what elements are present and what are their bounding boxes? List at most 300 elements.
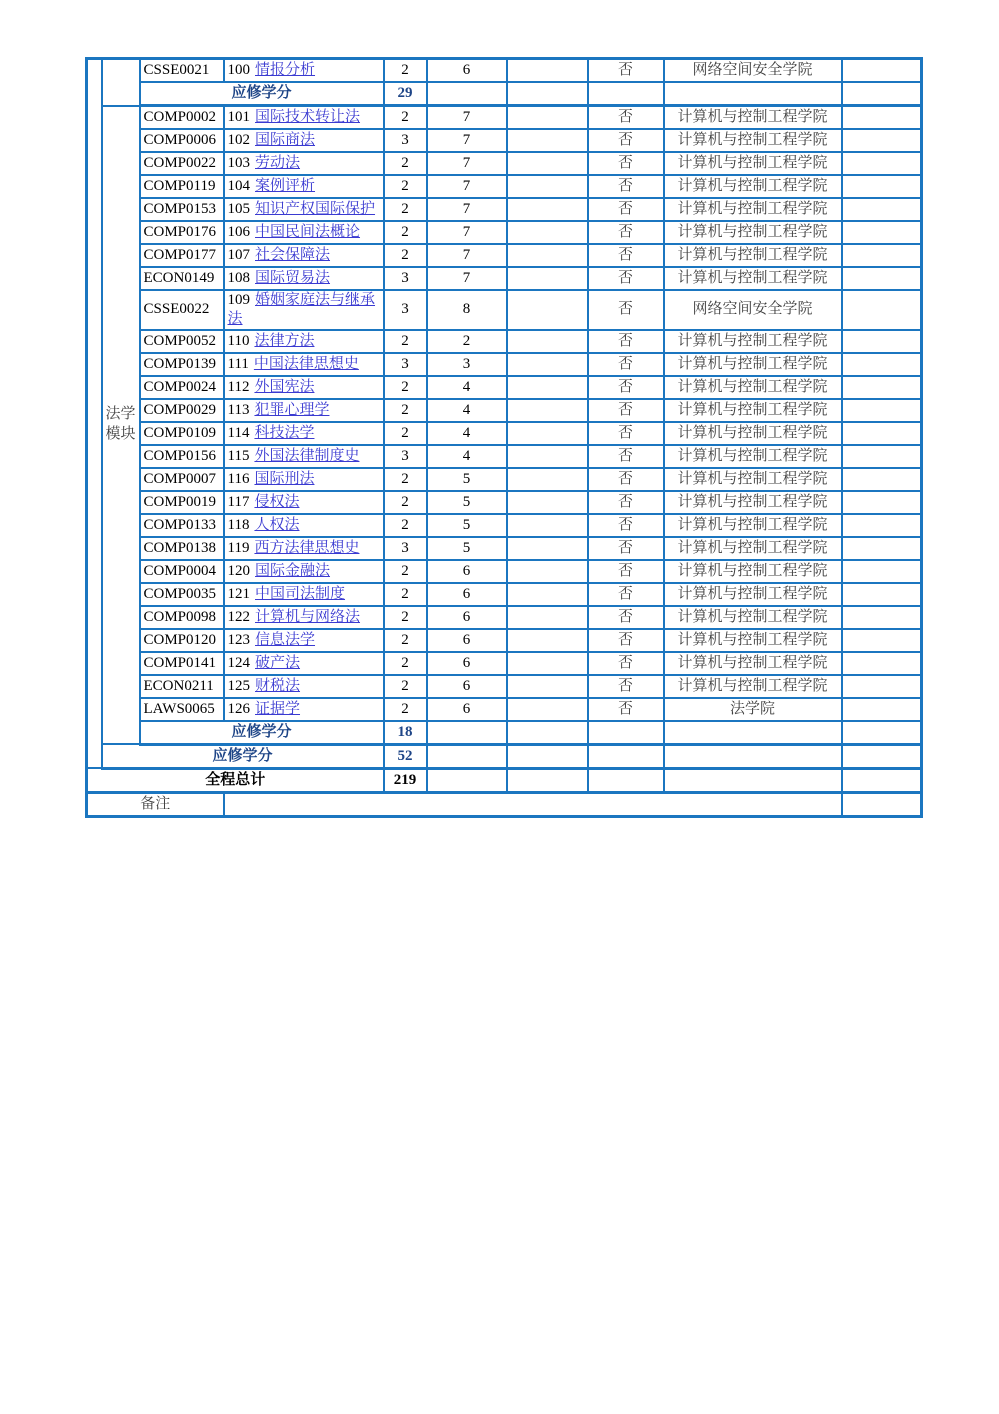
blank-cell — [588, 768, 664, 792]
term-cell: 6 — [427, 606, 507, 629]
blank-cell — [664, 82, 842, 106]
course-code-cell: CSSE0021 — [140, 59, 224, 83]
term-cell: 2 — [427, 330, 507, 353]
blank-cell — [507, 629, 588, 652]
trailing-blank-cell — [842, 792, 922, 816]
blank-cell — [842, 721, 922, 745]
course-code-cell: COMP0006 — [140, 129, 224, 152]
blank-cell — [588, 82, 664, 106]
course-row — [87, 629, 922, 652]
dept-cell: 计算机与控制工程学院 — [664, 491, 842, 514]
dept-cell: 计算机与控制工程学院 — [664, 198, 842, 221]
credits-cell: 2 — [384, 583, 427, 606]
course-link[interactable]: 西方法律思想史 — [254, 539, 360, 556]
trailing-blank-cell — [842, 244, 922, 267]
blank-cell — [842, 744, 922, 768]
course-link[interactable]: 外国宪法 — [254, 378, 315, 395]
course-link[interactable]: 中国民间法概论 — [255, 224, 361, 241]
term-cell: 7 — [427, 106, 507, 130]
blank-cell — [507, 445, 588, 468]
dept-cell: 计算机与控制工程学院 — [664, 106, 842, 130]
blank-cell — [507, 353, 588, 376]
course-row — [87, 652, 922, 675]
course-row — [87, 152, 922, 175]
flag-cell: 否 — [588, 290, 664, 330]
term-cell: 7 — [427, 152, 507, 175]
course-code-cell: COMP0139 — [140, 353, 224, 376]
course-name-cell — [224, 106, 384, 130]
notes-row — [87, 792, 922, 816]
credits-cell: 3 — [384, 537, 427, 560]
course-code-cell: COMP0004 — [140, 560, 224, 583]
dept-cell: 计算机与控制工程学院 — [664, 629, 842, 652]
blank-cell — [507, 330, 588, 353]
course-row — [87, 675, 922, 698]
course-number: 115 — [227, 447, 250, 464]
flag-cell: 否 — [588, 537, 664, 560]
notes-label-cell: 备注 — [87, 792, 224, 816]
blank-cell — [507, 198, 588, 221]
course-number: 125 — [227, 677, 250, 694]
course-row — [87, 376, 922, 399]
course-number: 109 — [227, 292, 250, 308]
course-row — [87, 514, 922, 537]
term-cell: 6 — [427, 652, 507, 675]
required-credits-row — [87, 721, 922, 745]
outer-spanner-cell — [87, 59, 102, 769]
course-row — [87, 129, 922, 152]
blank-cell — [507, 152, 588, 175]
course-link[interactable]: 国际商法 — [255, 132, 316, 149]
credits-cell: 2 — [384, 698, 427, 721]
flag-cell: 否 — [588, 198, 664, 221]
trailing-blank-cell — [842, 175, 922, 198]
course-link[interactable]: 计算机与网络法 — [255, 608, 361, 625]
flag-cell: 否 — [588, 244, 664, 267]
credits-cell: 2 — [384, 244, 427, 267]
course-name-cell — [224, 399, 384, 422]
course-row — [87, 267, 922, 290]
term-cell: 4 — [427, 422, 507, 445]
flag-cell: 否 — [588, 652, 664, 675]
course-code-cell: CSSE0022 — [140, 290, 224, 330]
flag-cell: 否 — [588, 422, 664, 445]
credits-cell: 2 — [384, 491, 427, 514]
flag-cell: 否 — [588, 583, 664, 606]
credits-cell: 3 — [384, 353, 427, 376]
credits-cell: 3 — [384, 267, 427, 290]
course-name-cell — [224, 198, 384, 221]
notes-content-cell — [224, 792, 842, 816]
flag-cell: 否 — [588, 698, 664, 721]
summary-label-cell: 应修学分 — [102, 744, 384, 768]
trailing-blank-cell — [842, 353, 922, 376]
trailing-blank-cell — [842, 330, 922, 353]
trailing-blank-cell — [842, 652, 922, 675]
course-number: 108 — [227, 270, 250, 287]
course-number: 113 — [227, 401, 250, 418]
course-number: 100 — [227, 62, 250, 79]
course-link[interactable]: 中国法律思想史 — [253, 355, 359, 372]
course-name-cell — [224, 290, 384, 330]
credits-cell: 2 — [384, 468, 427, 491]
course-link[interactable]: 财税法 — [255, 677, 301, 694]
course-link[interactable]: 婚姻家庭法与继承法 — [227, 292, 376, 327]
blank-cell — [507, 514, 588, 537]
credits-cell: 2 — [384, 175, 427, 198]
summary-label-cell: 应修学分 — [140, 82, 384, 106]
term-cell: 5 — [427, 468, 507, 491]
course-code-cell: COMP0141 — [140, 652, 224, 675]
blank-cell — [507, 290, 588, 330]
term-cell: 4 — [427, 376, 507, 399]
course-row — [87, 537, 922, 560]
credits-cell: 2 — [384, 106, 427, 130]
course-code-cell: COMP0098 — [140, 606, 224, 629]
flag-cell: 否 — [588, 175, 664, 198]
course-number: 119 — [227, 539, 250, 556]
trailing-blank-cell — [842, 152, 922, 175]
course-number: 105 — [227, 201, 250, 218]
trailing-blank-cell — [842, 514, 922, 537]
trailing-blank-cell — [842, 59, 922, 83]
course-link[interactable]: 人权法 — [254, 516, 300, 533]
course-code-cell: COMP0007 — [140, 468, 224, 491]
trailing-blank-cell — [842, 468, 922, 491]
course-number: 116 — [227, 470, 250, 487]
trailing-blank-cell — [842, 560, 922, 583]
flag-cell: 否 — [588, 514, 664, 537]
course-name-cell — [224, 698, 384, 721]
course-name-cell — [224, 583, 384, 606]
blank-cell — [427, 721, 507, 745]
course-code-cell: COMP0109 — [140, 422, 224, 445]
upper-module-cell — [102, 59, 140, 106]
credits-cell: 2 — [384, 606, 427, 629]
course-name-cell — [224, 468, 384, 491]
trailing-blank-cell — [842, 698, 922, 721]
term-cell: 6 — [427, 698, 507, 721]
course-number: 111 — [227, 355, 249, 372]
credits-cell: 2 — [384, 376, 427, 399]
course-name-cell — [224, 606, 384, 629]
course-link[interactable]: 科技法学 — [254, 424, 315, 441]
course-link[interactable]: 证据学 — [255, 700, 301, 717]
dept-cell: 计算机与控制工程学院 — [664, 606, 842, 629]
blank-cell — [507, 491, 588, 514]
course-row — [87, 468, 922, 491]
course-link[interactable]: 国际贸易法 — [255, 270, 331, 287]
course-row — [87, 175, 922, 198]
course-number: 117 — [227, 493, 250, 510]
blank-cell — [507, 106, 588, 130]
blank-cell — [664, 768, 842, 792]
blank-cell — [507, 422, 588, 445]
course-link[interactable]: 社会保障法 — [255, 247, 331, 264]
credits-cell: 2 — [384, 422, 427, 445]
blank-cell — [427, 768, 507, 792]
dept-cell: 计算机与控制工程学院 — [664, 445, 842, 468]
credits-cell: 2 — [384, 514, 427, 537]
trailing-blank-cell — [842, 129, 922, 152]
course-row — [87, 290, 922, 330]
term-cell: 5 — [427, 537, 507, 560]
flag-cell: 否 — [588, 491, 664, 514]
blank-cell — [588, 721, 664, 745]
term-cell: 3 — [427, 353, 507, 376]
dept-cell: 计算机与控制工程学院 — [664, 330, 842, 353]
course-code-cell: ECON0211 — [140, 675, 224, 698]
blank-cell — [427, 82, 507, 106]
dept-cell: 计算机与控制工程学院 — [664, 353, 842, 376]
course-number: 121 — [227, 585, 250, 602]
trailing-blank-cell — [842, 606, 922, 629]
course-name-cell — [224, 376, 384, 399]
dept-cell: 网络空间安全学院 — [664, 59, 842, 83]
trailing-blank-cell — [842, 491, 922, 514]
course-code-cell: COMP0176 — [140, 221, 224, 244]
blank-cell — [507, 82, 588, 106]
trailing-blank-cell — [842, 445, 922, 468]
course-row — [87, 59, 922, 83]
summary-value-cell: 18 — [384, 721, 427, 745]
credits-cell: 2 — [384, 198, 427, 221]
blank-cell — [507, 537, 588, 560]
course-name-cell — [224, 353, 384, 376]
course-name-cell — [224, 629, 384, 652]
course-number: 103 — [227, 155, 250, 172]
course-name-cell — [224, 129, 384, 152]
blank-cell — [507, 129, 588, 152]
document-page — [85, 57, 923, 818]
blank-cell — [507, 560, 588, 583]
course-row — [87, 606, 922, 629]
course-code-cell: COMP0177 — [140, 244, 224, 267]
course-code-cell: COMP0019 — [140, 491, 224, 514]
course-link[interactable]: 外国法律制度史 — [254, 447, 360, 464]
summary-value-cell: 52 — [384, 744, 427, 768]
blank-cell — [507, 675, 588, 698]
dept-cell: 计算机与控制工程学院 — [664, 675, 842, 698]
dept-cell: 计算机与控制工程学院 — [664, 244, 842, 267]
credits-cell: 2 — [384, 59, 427, 83]
course-link[interactable]: 国际金融法 — [255, 562, 331, 579]
course-link[interactable]: 法律方法 — [254, 332, 315, 349]
blank-cell — [507, 698, 588, 721]
course-number: 112 — [227, 378, 250, 395]
course-row — [87, 560, 922, 583]
blank-cell — [507, 267, 588, 290]
course-name-cell — [224, 59, 384, 83]
term-cell: 7 — [427, 198, 507, 221]
course-row — [87, 330, 922, 353]
term-cell: 4 — [427, 399, 507, 422]
trailing-blank-cell — [842, 675, 922, 698]
flag-cell: 否 — [588, 468, 664, 491]
blank-cell — [842, 768, 922, 792]
credits-cell: 2 — [384, 221, 427, 244]
trailing-blank-cell — [842, 537, 922, 560]
term-cell: 5 — [427, 491, 507, 514]
credits-cell: 3 — [384, 445, 427, 468]
summary-label-cell: 全程总计 — [87, 768, 384, 792]
blank-cell — [507, 376, 588, 399]
course-link[interactable]: 侵权法 — [254, 493, 300, 510]
blank-cell — [507, 399, 588, 422]
dept-cell: 计算机与控制工程学院 — [664, 129, 842, 152]
trailing-blank-cell — [842, 267, 922, 290]
dept-cell: 计算机与控制工程学院 — [664, 537, 842, 560]
blank-cell — [507, 175, 588, 198]
course-row — [87, 221, 922, 244]
blank-cell — [507, 468, 588, 491]
flag-cell: 否 — [588, 267, 664, 290]
term-cell: 4 — [427, 445, 507, 468]
credits-cell: 2 — [384, 675, 427, 698]
course-name-cell — [224, 445, 384, 468]
course-name-cell — [224, 422, 384, 445]
course-code-cell: COMP0153 — [140, 198, 224, 221]
trailing-blank-cell — [842, 399, 922, 422]
trailing-blank-cell — [842, 198, 922, 221]
summary-value-cell: 219 — [384, 768, 427, 792]
course-link[interactable]: 破产法 — [255, 654, 301, 671]
blank-cell — [507, 744, 588, 768]
curriculum-table — [85, 57, 923, 818]
course-code-cell: LAWS0065 — [140, 698, 224, 721]
dept-cell: 法学院 — [664, 698, 842, 721]
course-code-cell: COMP0156 — [140, 445, 224, 468]
course-number: 124 — [227, 654, 250, 671]
course-link[interactable]: 情报分析 — [255, 62, 316, 79]
dept-cell: 计算机与控制工程学院 — [664, 221, 842, 244]
course-row — [87, 583, 922, 606]
course-code-cell: COMP0120 — [140, 629, 224, 652]
term-cell: 7 — [427, 221, 507, 244]
flag-cell: 否 — [588, 445, 664, 468]
course-number: 122 — [227, 608, 250, 625]
course-link[interactable]: 案例评析 — [255, 178, 316, 195]
course-code-cell: COMP0002 — [140, 106, 224, 130]
flag-cell: 否 — [588, 106, 664, 130]
course-link[interactable]: 信息法学 — [255, 631, 316, 648]
credits-cell: 3 — [384, 129, 427, 152]
flag-cell: 否 — [588, 59, 664, 83]
blank-cell — [588, 744, 664, 768]
term-cell: 6 — [427, 675, 507, 698]
course-number: 126 — [227, 700, 250, 717]
course-link[interactable]: 犯罪心理学 — [254, 401, 330, 418]
term-cell: 6 — [427, 59, 507, 83]
course-name-cell — [224, 244, 384, 267]
course-name-cell — [224, 560, 384, 583]
course-row — [87, 445, 922, 468]
course-link[interactable]: 国际技术转让法 — [255, 109, 361, 126]
term-cell: 7 — [427, 129, 507, 152]
dept-cell: 计算机与控制工程学院 — [664, 399, 842, 422]
course-link[interactable]: 国际刑法 — [254, 470, 315, 487]
dept-cell: 计算机与控制工程学院 — [664, 422, 842, 445]
course-number: 101 — [227, 109, 250, 126]
dept-cell: 网络空间安全学院 — [664, 290, 842, 330]
flag-cell: 否 — [588, 221, 664, 244]
course-number: 114 — [227, 424, 250, 441]
dept-cell: 计算机与控制工程学院 — [664, 652, 842, 675]
module-label-cell: 法学模块 — [102, 106, 140, 745]
course-number: 120 — [227, 562, 250, 579]
course-row — [87, 399, 922, 422]
course-name-cell — [224, 267, 384, 290]
flag-cell: 否 — [588, 353, 664, 376]
term-cell: 7 — [427, 175, 507, 198]
blank-cell — [507, 583, 588, 606]
course-number: 110 — [227, 332, 250, 349]
flag-cell: 否 — [588, 399, 664, 422]
course-link[interactable]: 中国司法制度 — [255, 585, 346, 602]
course-code-cell: COMP0022 — [140, 152, 224, 175]
course-link[interactable]: 知识产权国际保护 — [255, 201, 376, 218]
course-link[interactable]: 劳动法 — [255, 155, 301, 172]
flag-cell: 否 — [588, 629, 664, 652]
course-row — [87, 698, 922, 721]
course-number: 102 — [227, 132, 250, 149]
credits-cell: 2 — [384, 152, 427, 175]
flag-cell: 否 — [588, 675, 664, 698]
flag-cell: 否 — [588, 129, 664, 152]
course-number: 123 — [227, 631, 250, 648]
course-code-cell: COMP0029 — [140, 399, 224, 422]
flag-cell: 否 — [588, 560, 664, 583]
required-credits-row — [87, 744, 922, 768]
required-credits-row — [87, 82, 922, 106]
credits-cell: 3 — [384, 290, 427, 330]
credits-cell: 2 — [384, 652, 427, 675]
blank-cell — [507, 221, 588, 244]
course-name-cell — [224, 675, 384, 698]
blank-cell — [507, 59, 588, 83]
blank-cell — [664, 744, 842, 768]
summary-label-cell: 应修学分 — [140, 721, 384, 745]
flag-cell: 否 — [588, 330, 664, 353]
dept-cell: 计算机与控制工程学院 — [664, 267, 842, 290]
trailing-blank-cell — [842, 290, 922, 330]
flag-cell: 否 — [588, 606, 664, 629]
term-cell: 7 — [427, 244, 507, 267]
blank-cell — [507, 721, 588, 745]
course-row — [87, 422, 922, 445]
dept-cell: 计算机与控制工程学院 — [664, 175, 842, 198]
blank-cell — [507, 606, 588, 629]
credits-cell: 2 — [384, 629, 427, 652]
course-row — [87, 198, 922, 221]
course-number: 118 — [227, 516, 250, 533]
course-code-cell: COMP0052 — [140, 330, 224, 353]
flag-cell: 否 — [588, 152, 664, 175]
dept-cell: 计算机与控制工程学院 — [664, 376, 842, 399]
trailing-blank-cell — [842, 629, 922, 652]
credits-cell: 2 — [384, 399, 427, 422]
course-code-cell: COMP0024 — [140, 376, 224, 399]
dept-cell: 计算机与控制工程学院 — [664, 468, 842, 491]
term-cell: 6 — [427, 583, 507, 606]
trailing-blank-cell — [842, 583, 922, 606]
required-credits-row — [87, 768, 922, 792]
trailing-blank-cell — [842, 106, 922, 130]
term-cell: 6 — [427, 629, 507, 652]
term-cell: 6 — [427, 560, 507, 583]
course-code-cell: COMP0138 — [140, 537, 224, 560]
course-row — [87, 491, 922, 514]
